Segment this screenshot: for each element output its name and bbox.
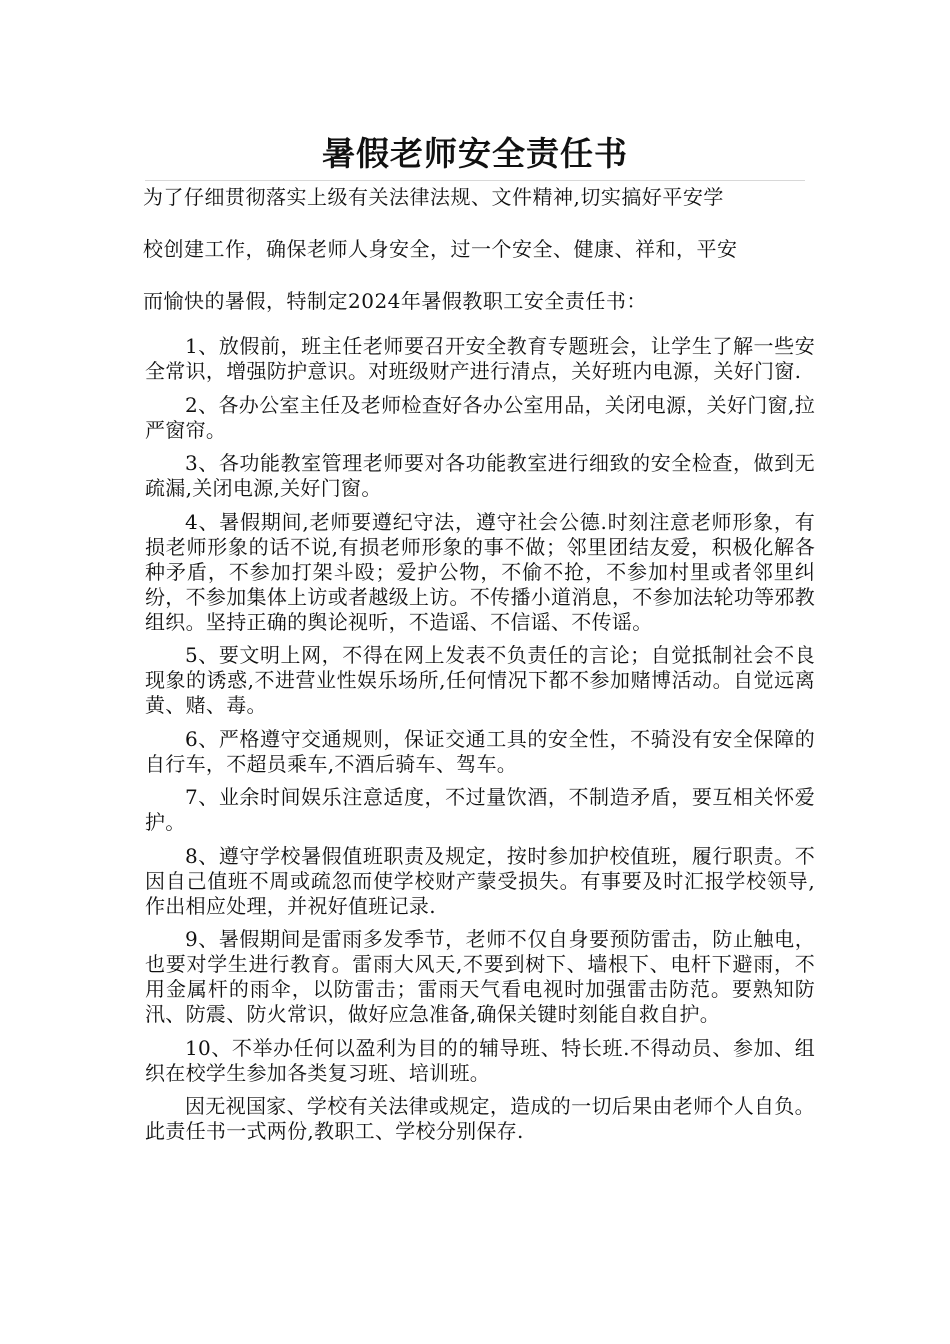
clause-9: 9、暑假期间是雷雨多发季节，老师不仅自身要预防雷击，防止触电，也要对学生进行教育。雷雨大风天,不要到树下、墙根下、电杆下避雨，不用金属杆的雨伞，以防雷击；雷雨天气看电视时加强雷击防范。要熟知防汛、防震、防火常识，做好应急准备,确保关键时刻能自救自护。 [145, 927, 815, 1026]
clause-6: 6、严格遵守交通规则，保证交通工具的安全性，不骑没有安全保障的自行车，不超员乘车,不酒后骑车、驾车。 [145, 726, 815, 776]
clause-3: 3、各功能教室管理老师要对各功能教室进行细致的安全检查，做到无疏漏,关闭电源,关好门窗。 [145, 451, 815, 500]
clause-7: 7、业余时间娱乐注意适度，不过量饮酒，不制造矛盾，要互相关怀爱护。 [145, 785, 815, 834]
clause-2: 2、各办公室主任及老师检查好各办公室用品，关闭电源，关好门窗,拉严窗帘。 [145, 392, 815, 442]
clause-4: 4、暑假期间,老师要遵纪守法，遵守社会公德.时刻注意老师形象，有损老师形象的话不说,有损老师形象的事不做；邻里团结友爱，积极化解各种矛盾，不参加打架斗殴；爱护公物，不偷不抢，不参加村里或者邻里纠纷，不参加集体上访或者越级上访。不传播小道消息，不参加法轮功等邪教组织。坚持正确的舆论视听，不造谣、不信谣、不传谣。 [145, 509, 815, 634]
intro-line-2: 校创建工作，确保老师人身安全，过一个安全、健康、祥和，平安 [143, 237, 738, 261]
intro-line-3: 而愉快的暑假，特制定2024年暑假教职工安全责任书： [143, 289, 647, 313]
document-title: 暑假老师安全责任书 [322, 134, 628, 173]
document-body [145, 334, 815, 1153]
closing-paragraph: 因无视国家、学校有关法律或规定，造成的一切后果由老师个人自负。 此责任书一式两份,教职工、学校分别保存. [145, 1094, 815, 1143]
clause-10: 10、不举办任何以盈利为目的的辅导班、特长班.不得动员、参加、组织在校学生参加各类复习班、培训班。 [145, 1035, 815, 1085]
clause-8: 8、遵守学校暑假值班职责及规定，按时参加护校值班，履行职责。不因自己值班不周或疏忽而使学校财产蒙受损失。有事要及时汇报学校领导,作出相应处理，并祝好值班记录. [145, 843, 815, 918]
clause-1: 1、放假前，班主任老师要召开安全教育专题班会，让学生了解一些安全常识，增强防护意识。对班级财产进行清点，关好班内电源，关好门窗. [145, 334, 815, 383]
intro-line-1: 为了仔细贯彻落实上级有关法律法规、文件精神,切实搞好平安学 [143, 185, 724, 209]
clause-5: 5、要文明上网，不得在网上发表不负责任的言论；自觉抵制社会不良现象的诱惑,不进营业性娱乐场所,任何情况下都不参加赌博活动。自觉远离黄、赌、毒。 [145, 643, 815, 717]
